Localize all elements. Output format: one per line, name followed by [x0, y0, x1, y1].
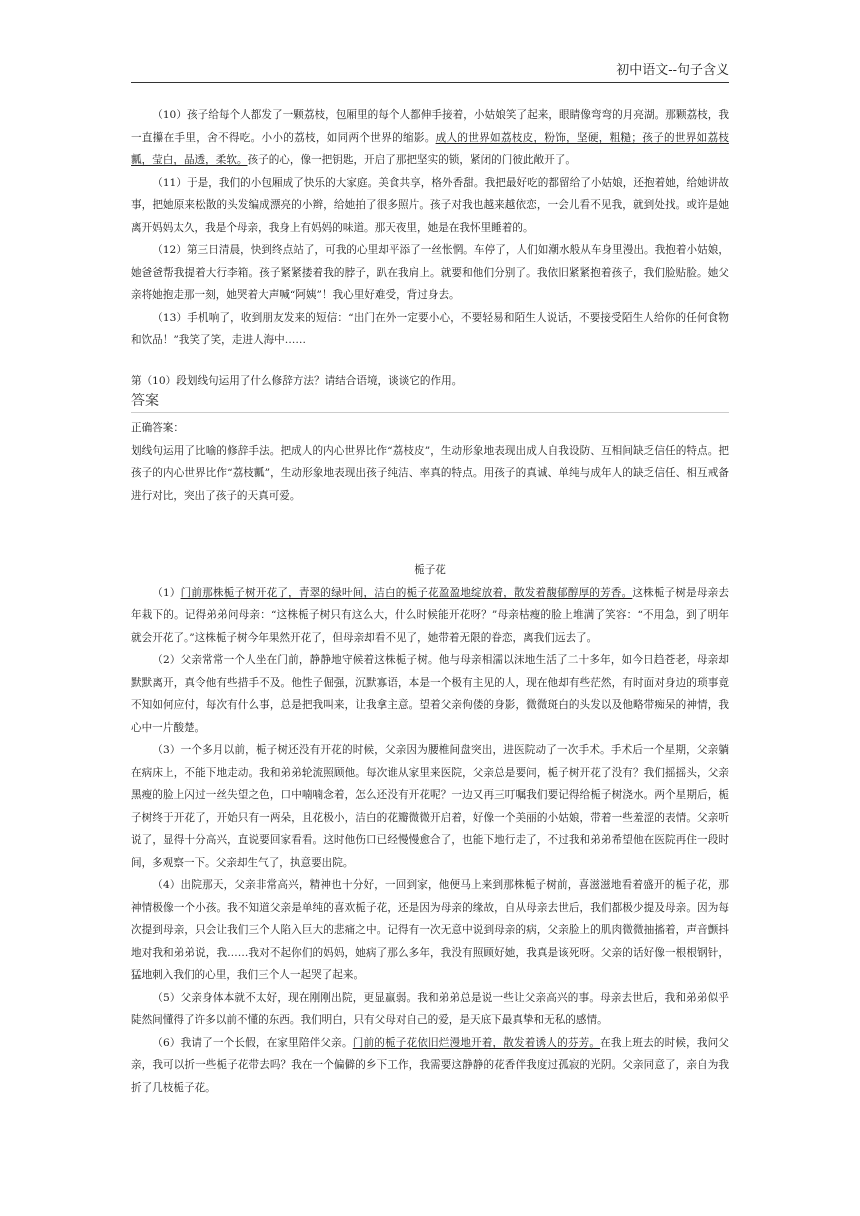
paragraph-text: 在我上班去的时候，我问父亲，我可以折一些栀子花带去吗？我在一个偏僻的乡下工作，我需要这静静的花香伴我度过孤寂的光阴。父亲同意了，亲自为我折了几枝栀子花。 — [131, 1036, 730, 1094]
paragraph-text: 孩子的心，像一把钥匙，开启了那把坚实的锁，紧闭的门彼此敞开了。 — [247, 154, 576, 166]
paragraph-1 — [131, 582, 729, 650]
paragraph-12: （12）第三日清晨，快到终点站了，可我的心里却平添了一丝怅惘。车停了，人们如潮水般从车身里漫出。我抱着小姑娘，她爸爸帮我提着大行李箱。孩子紧紧搂着我的脖子，趴在我肩上。就要和他们分别了。我依旧紧紧抱着孩子，我们脸贴脸。她父亲将她抱走那一刻，她哭着大声喊“阿姨”！我心里好难受，背过身去。 — [131, 244, 729, 301]
paragraph-text: 这株栀子树是母亲去年栽下的。记得弟弟问母亲：“这株栀子树只有这么大，什么时候能开花呀？”母亲枯瘦的脸上堆满了笑容：“不用急，到了明年就会开花了。”这株栀子树今年果然开花了，但母亲却看不见了，她带着无限的眷恋，离我们远去了。 — [131, 586, 729, 644]
paragraph-text: （10）孩子给每个人都发了一颗荔枝，包厢里的每个人都伸手接着，小姑娘笑了起来，眼睛像弯弯的月亮湖。那颗荔枝，我一直攥在手里，舍不得吃。小小的荔枝，如同两个世界的缩影。 — [131, 109, 729, 144]
document-content — [131, 104, 729, 1099]
spacer — [131, 352, 729, 370]
answer-label: 正确答案： — [131, 422, 184, 434]
paragraph-3: （3）一个多月以前，栀子树还没有开花的时候，父亲因为腰椎间盘突出，进医院动了一次手术。手术后一个星期，父亲躺在病床上，不能下地走动。我和弟弟轮流照顾他。每次谁从家里来医院，父亲总是要问，栀子树开花了没有？我们摇摇头，父亲黑瘦的脸上闪过一丝失望之色，口中喃喃念着，怎么还没有开花呢？一边又再三叮嘱我们要记得给栀子树浇水。两个星期后，栀子树终于开花了，开始只有一两朵，且花极小，洁白的花瓣微微开启着，好像一个美丽的小姑娘，带着一些羞涩的表情。父亲听说了，显得十分高兴，直说要回家看看。这时他伤口已经慢慢愈合了，也能下地行走了，不过我和弟弟希望他在医院再住一段时间，多观察一下。父亲却生气了，执意要出院。 — [131, 744, 729, 869]
paragraph-text: （1） — [152, 586, 181, 599]
spacer — [131, 507, 729, 559]
underlined-sentence: 门前那株栀子树开花了，青翠的绿叶间，洁白的栀子花盈盈地绽放着，散发着馥郁醇厚的芳香。 — [180, 586, 633, 599]
header-title: 初中语文--句子含义 — [616, 63, 729, 78]
answer-heading: 答案 — [131, 392, 729, 413]
underlined-sentence: 成人的世界如荔枝皮，粉饰，坚硬，粗糙；孩子的世界如荔枝瓤，莹白，晶透，柔软。 — [131, 131, 730, 166]
paragraph-6 — [131, 1032, 729, 1100]
answer-text: 划线句运用了比喻的修辞手法。把成人的内心世界比作“荔枝皮”，生动形象地表现出成人自我设防、互相间缺乏信任的特点。把孩子的内心世界比作“荔枝瓤”，生动形象地表现出孩子纯洁、率真的特点。用孩子的真诚、单纯与成年人的缺乏信任、相互戒备进行对比，突出了孩子的天真可爱。 — [131, 444, 729, 502]
paragraph-5: （5）父亲身体本就不太好，现在刚刚出院，更显羸弱。我和弟弟总是说一些让父亲高兴的事。母亲去世后，我和弟弟似乎陡然间懂得了许多以前不懂的东西。我们明白，只有父母对自己的爱，是天底下最真挚和无私的感情。 — [131, 991, 729, 1026]
paragraph-11: （11）于是，我们的小包厢成了快乐的大家庭。美食共享，格外香甜。我把最好吃的都留给了小姑娘，还抱着她，给她讲故事，把她原来松散的头发编成漂亮的小辫，给她拍了很多照片。孩子对我也越来越依恋，一会儿看不见我，就到处找。或许是她离开妈妈太久，我是个母亲，我身上有妈妈的味道。那天夜里，她是在我怀里睡着的。 — [131, 176, 729, 234]
paragraph-10 — [131, 104, 729, 172]
paragraph-13: （13）手机响了，收到朋友发来的短信：“出门在外一定要小心，不要轻易和陌生人说话，不要接受陌生人给你的任何食物和饮品！”我笑了笑，走进人海中…… — [131, 311, 729, 346]
page-header — [131, 62, 729, 83]
paragraph-text: （6）我请了一个长假，在家里陪伴父亲。 — [152, 1036, 353, 1049]
passage-title: 栀子花 — [414, 564, 446, 576]
paragraph-4: （4）出院那天，父亲非常高兴，精神也十分好，一回到家，他便马上来到那株栀子树前，喜滋滋地看着盛开的栀子花，那神情极像一个小孩。我不知道父亲是单纯的喜欢栀子花，还是因为母亲的缘故，自从母亲去世后，我们都极少提及母亲。因为每次提到母亲，只会让我们三个人陷入巨大的悲痛之中。记得有一次无意中说到母亲的病，父亲脸上的肌肉微微抽搐着，声音颤抖地对我和弟弟说，我……我对不起你们的妈妈，她病了那么多年，我没有照顾好她，我真是该死呀。父亲的话好像一根根钢针，猛地刺入我们的心里，我们三个人一起哭了起来。 — [131, 879, 729, 981]
question-text: 第（10）段划线句运用了什么修辞方法？请结合语境，谈谈它的作用。 — [131, 374, 463, 387]
underlined-sentence: 门前的栀子花依旧烂漫地开着，散发着诱人的芬芳。 — [352, 1036, 601, 1049]
paragraph-2: （2）父亲常常一个人坐在门前，静静地守候着这株栀子树。他与母亲相濡以沫地生活了二十多年，如今日趋苍老，母亲却默默离开，真令他有些措手不及。他性子倔强，沉默寡语，本是一个极有主见的人，现在他却有些茫然，有时面对身边的琐事竟不知如何应付，每次有什么事，总是把我叫来，让我拿主意。望着父亲佝偻的身影，微微斑白的头发以及他略带痴呆的神情，我心中一片酸楚。 — [131, 654, 729, 734]
